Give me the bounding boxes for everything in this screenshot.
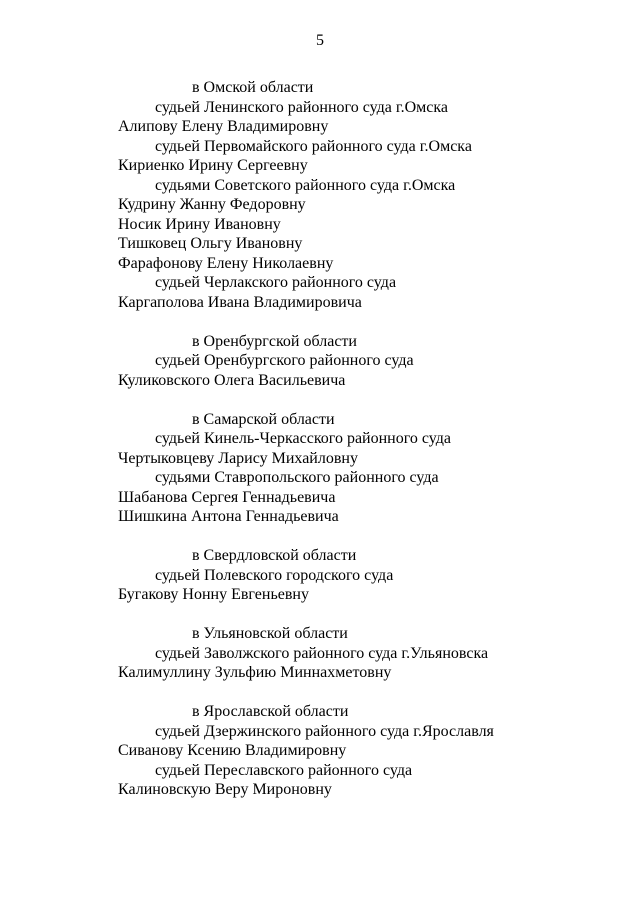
- region-heading: в Ульяновской области: [192, 625, 348, 642]
- judge-name: Бугакову Нонну Евгеньевну: [118, 586, 309, 603]
- court-line: судьей Оренбургского районного суда: [155, 352, 414, 369]
- judge-name: Шишкина Антона Геннадьевича: [118, 508, 339, 525]
- judge-name: Алипову Елену Владимировну: [118, 118, 329, 135]
- judge-name: Каргаполова Ивана Владимировича: [118, 293, 362, 311]
- document-body: [0, 78, 640, 819]
- court-line: судьей Дзержинского районного суда г.Ярославля: [155, 722, 494, 740]
- court-line: судьями Советского районного суда г.Омска: [155, 176, 456, 194]
- page-number: 5: [316, 32, 324, 49]
- section-yaroslavl: [0, 702, 640, 800]
- judge-name: Кириенко Ирину Сергеевну: [118, 157, 308, 174]
- judge-name: Куликовского Олега Васильевича: [118, 371, 346, 389]
- judge-name: Носик Ирину Ивановну: [118, 215, 281, 233]
- court-line: судьей Кинель-Черкасского районного суда: [155, 430, 452, 447]
- region-heading: в Свердловской области: [192, 547, 357, 564]
- judge-name: Тишковец Ольгу Ивановну: [118, 235, 303, 252]
- court-line: судьей Полевского городского суда: [155, 566, 394, 584]
- court-line: судьей Черлакского районного суда: [155, 274, 397, 291]
- court-line: судьей Ленинского районного суда г.Омска: [155, 98, 448, 116]
- court-line: судьей Переславского районного суда: [155, 761, 413, 779]
- section-orenburg: [0, 332, 640, 391]
- judge-name: Шабанова Сергея Геннадьевича: [118, 488, 336, 506]
- section-ulyanovsk: [0, 624, 640, 683]
- section-omsk: [0, 78, 640, 312]
- court-line: судьями Ставропольского районного суда: [155, 469, 439, 486]
- region-heading: в Омской области: [192, 79, 314, 96]
- court-line: судьей Заволжского районного суда г.Ульяновска: [155, 644, 489, 662]
- court-line: судьей Первомайского районного суда г.Омска: [155, 137, 472, 155]
- judge-name: Сиванову Ксению Владимировну: [118, 742, 347, 759]
- region-heading: в Оренбургской области: [192, 332, 357, 350]
- region-heading: в Самарской области: [192, 410, 335, 428]
- judge-name: Калимуллину Зульфию Миннахметовну: [118, 664, 392, 681]
- judge-name: Калиновскую Веру Мироновну: [118, 781, 332, 798]
- section-samara: [0, 410, 640, 527]
- judge-name: Фарафонову Елену Николаевну: [118, 254, 334, 272]
- section-sverdlovsk: [0, 546, 640, 605]
- judge-name: Чертыковцеву Ларису Михайловну: [118, 449, 358, 467]
- judge-name: Кудрину Жанну Федоровну: [118, 196, 306, 213]
- region-heading: в Ярославской области: [192, 703, 349, 720]
